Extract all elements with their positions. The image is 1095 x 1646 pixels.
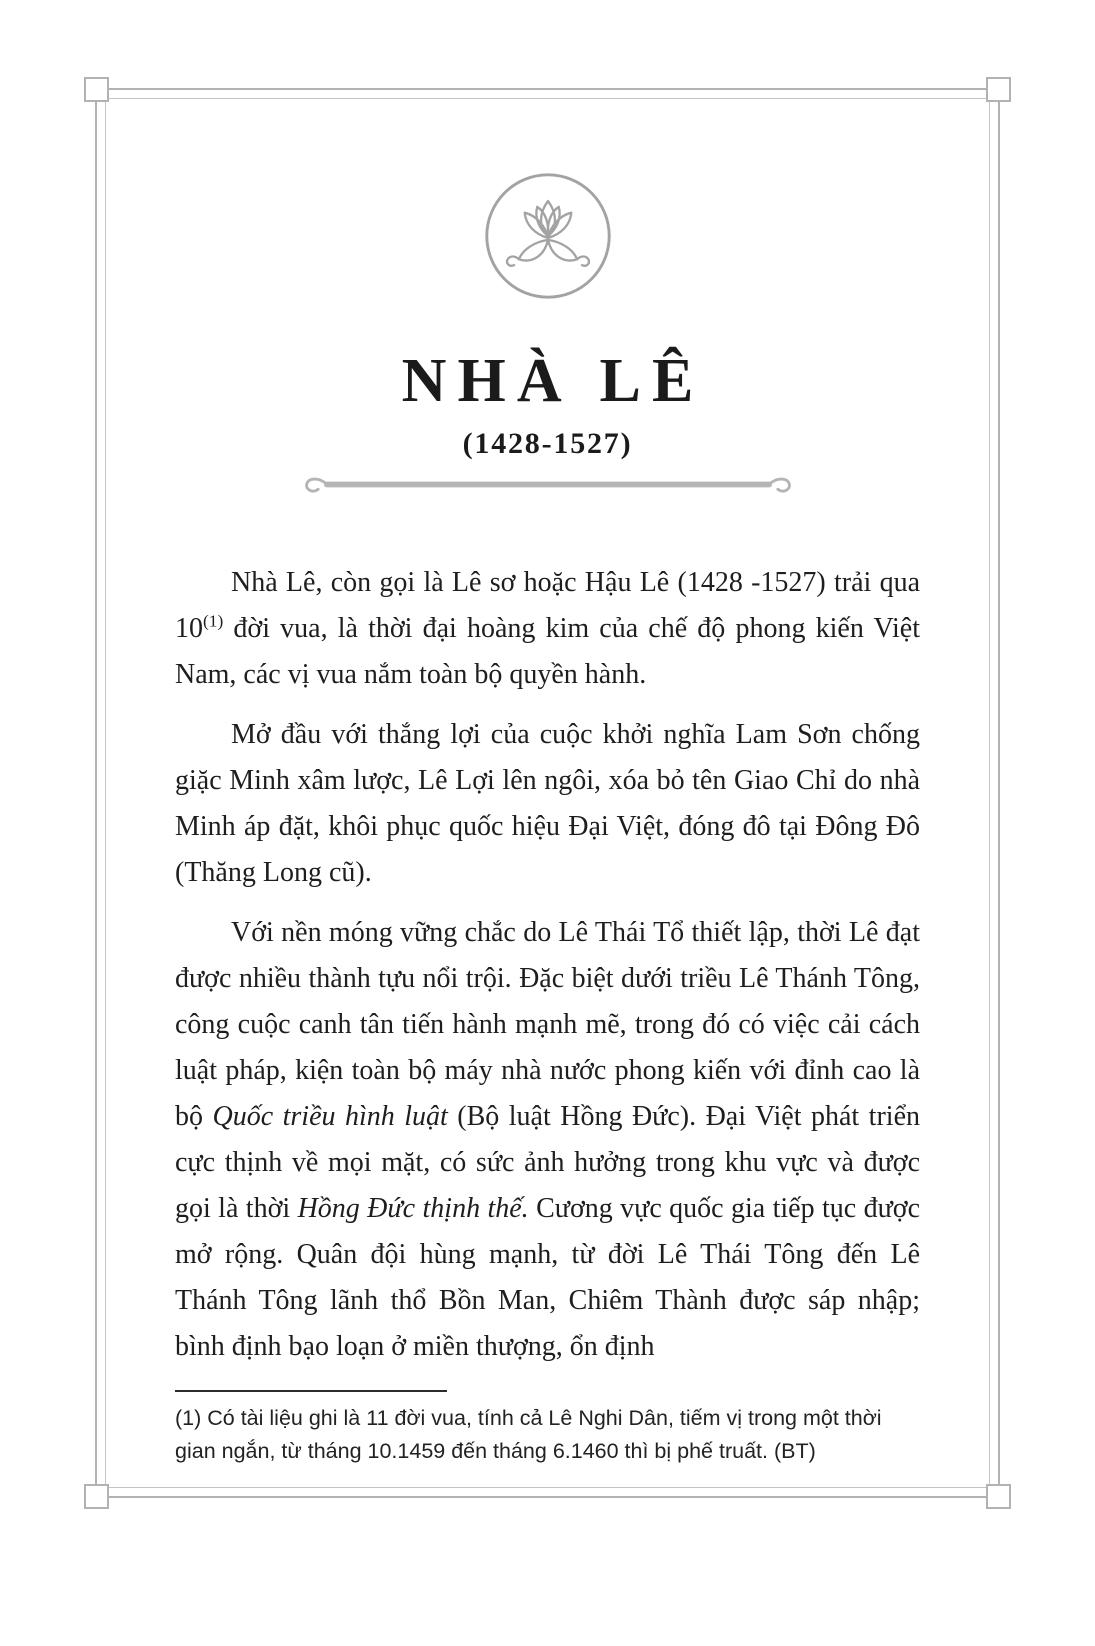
lotus-emblem-icon — [480, 168, 616, 304]
paragraph-text: (Bộ luật Hồng Đức). Đại Việt phát triển cực thịnh về mọi mặt, có sức ảnh hưởng trong khu vực và được gọi là thời — [175, 1101, 920, 1224]
era-name-italic: Hồng Đức thịnh thế. — [297, 1193, 529, 1224]
chapter-title: NHÀ LÊ — [401, 347, 705, 415]
corner-ornament — [84, 77, 109, 102]
book-title-italic: Quốc triều hình luật — [212, 1101, 448, 1132]
paragraph-text: Cương vực quốc gia tiếp tục được mở rộng. Quân đội hùng mạnh, từ đời Lê Thái Tông đến Lê Thánh Tông lãnh thổ Bồn Man, Chiêm Thành được sáp nhập; bình định bạo loạn ở miền thượng, ổn định — [175, 1193, 921, 1362]
footnote-reference: (1) — [203, 611, 224, 631]
paragraph-1 — [175, 560, 920, 698]
paragraph-text: Mở đầu với thắng lợi của cuộc khởi nghĩa Lam Sơn chống giặc Minh xâm lược, Lê Lợi lên ngôi, xóa bỏ tên Giao Chỉ do nhà Minh áp đặt, khôi phục quốc hiệu Đại Việt, đóng đô tại Đông Đô (Thăng Long cũ). — [175, 719, 920, 888]
footnote — [175, 1390, 920, 1468]
corner-ornament — [986, 1484, 1011, 1509]
paragraph-text: Nhà Lê, còn gọi là Lê sơ hoặc Hậu Lê (1428 -1527) trải qua 10 — [175, 567, 920, 644]
paragraph-3 — [175, 910, 920, 1370]
corner-ornament — [84, 1484, 109, 1509]
footnote-divider — [175, 1390, 447, 1392]
paragraph-text: đời vua, là thời đại hoàng kim của chế độ phong kiến Việt Nam, các vị vua nắm toàn bộ quyền hành. — [175, 613, 920, 690]
paragraph-text: Với nền móng vững chắc do Lê Thái Tổ thiết lập, thời Lê đạt được nhiều thành tựu nổi trội. Đặc biệt dưới triều Lê Thánh Tông, công cuộc canh tân tiến hành mạnh mẽ, trong đó có việc cải cách luật pháp, kiện toàn bộ máy nhà nước phong kiến với đỉnh cao là bộ — [175, 917, 920, 1132]
chapter-years: (1428-1527) — [462, 427, 633, 460]
page-content — [175, 168, 920, 1384]
body-text — [175, 560, 920, 1370]
footnote-text: (1) Có tài liệu ghi là 11 đời vua, tính cả Lê Nghi Dân, tiếm vị trong một thời gian ngắn, từ tháng 10.1459 đến tháng 6.1460 thì bị phế truất. (BT) — [175, 1406, 882, 1463]
paragraph-2 — [175, 712, 920, 896]
corner-ornament — [986, 77, 1011, 102]
scroll-divider-icon — [298, 471, 798, 498]
